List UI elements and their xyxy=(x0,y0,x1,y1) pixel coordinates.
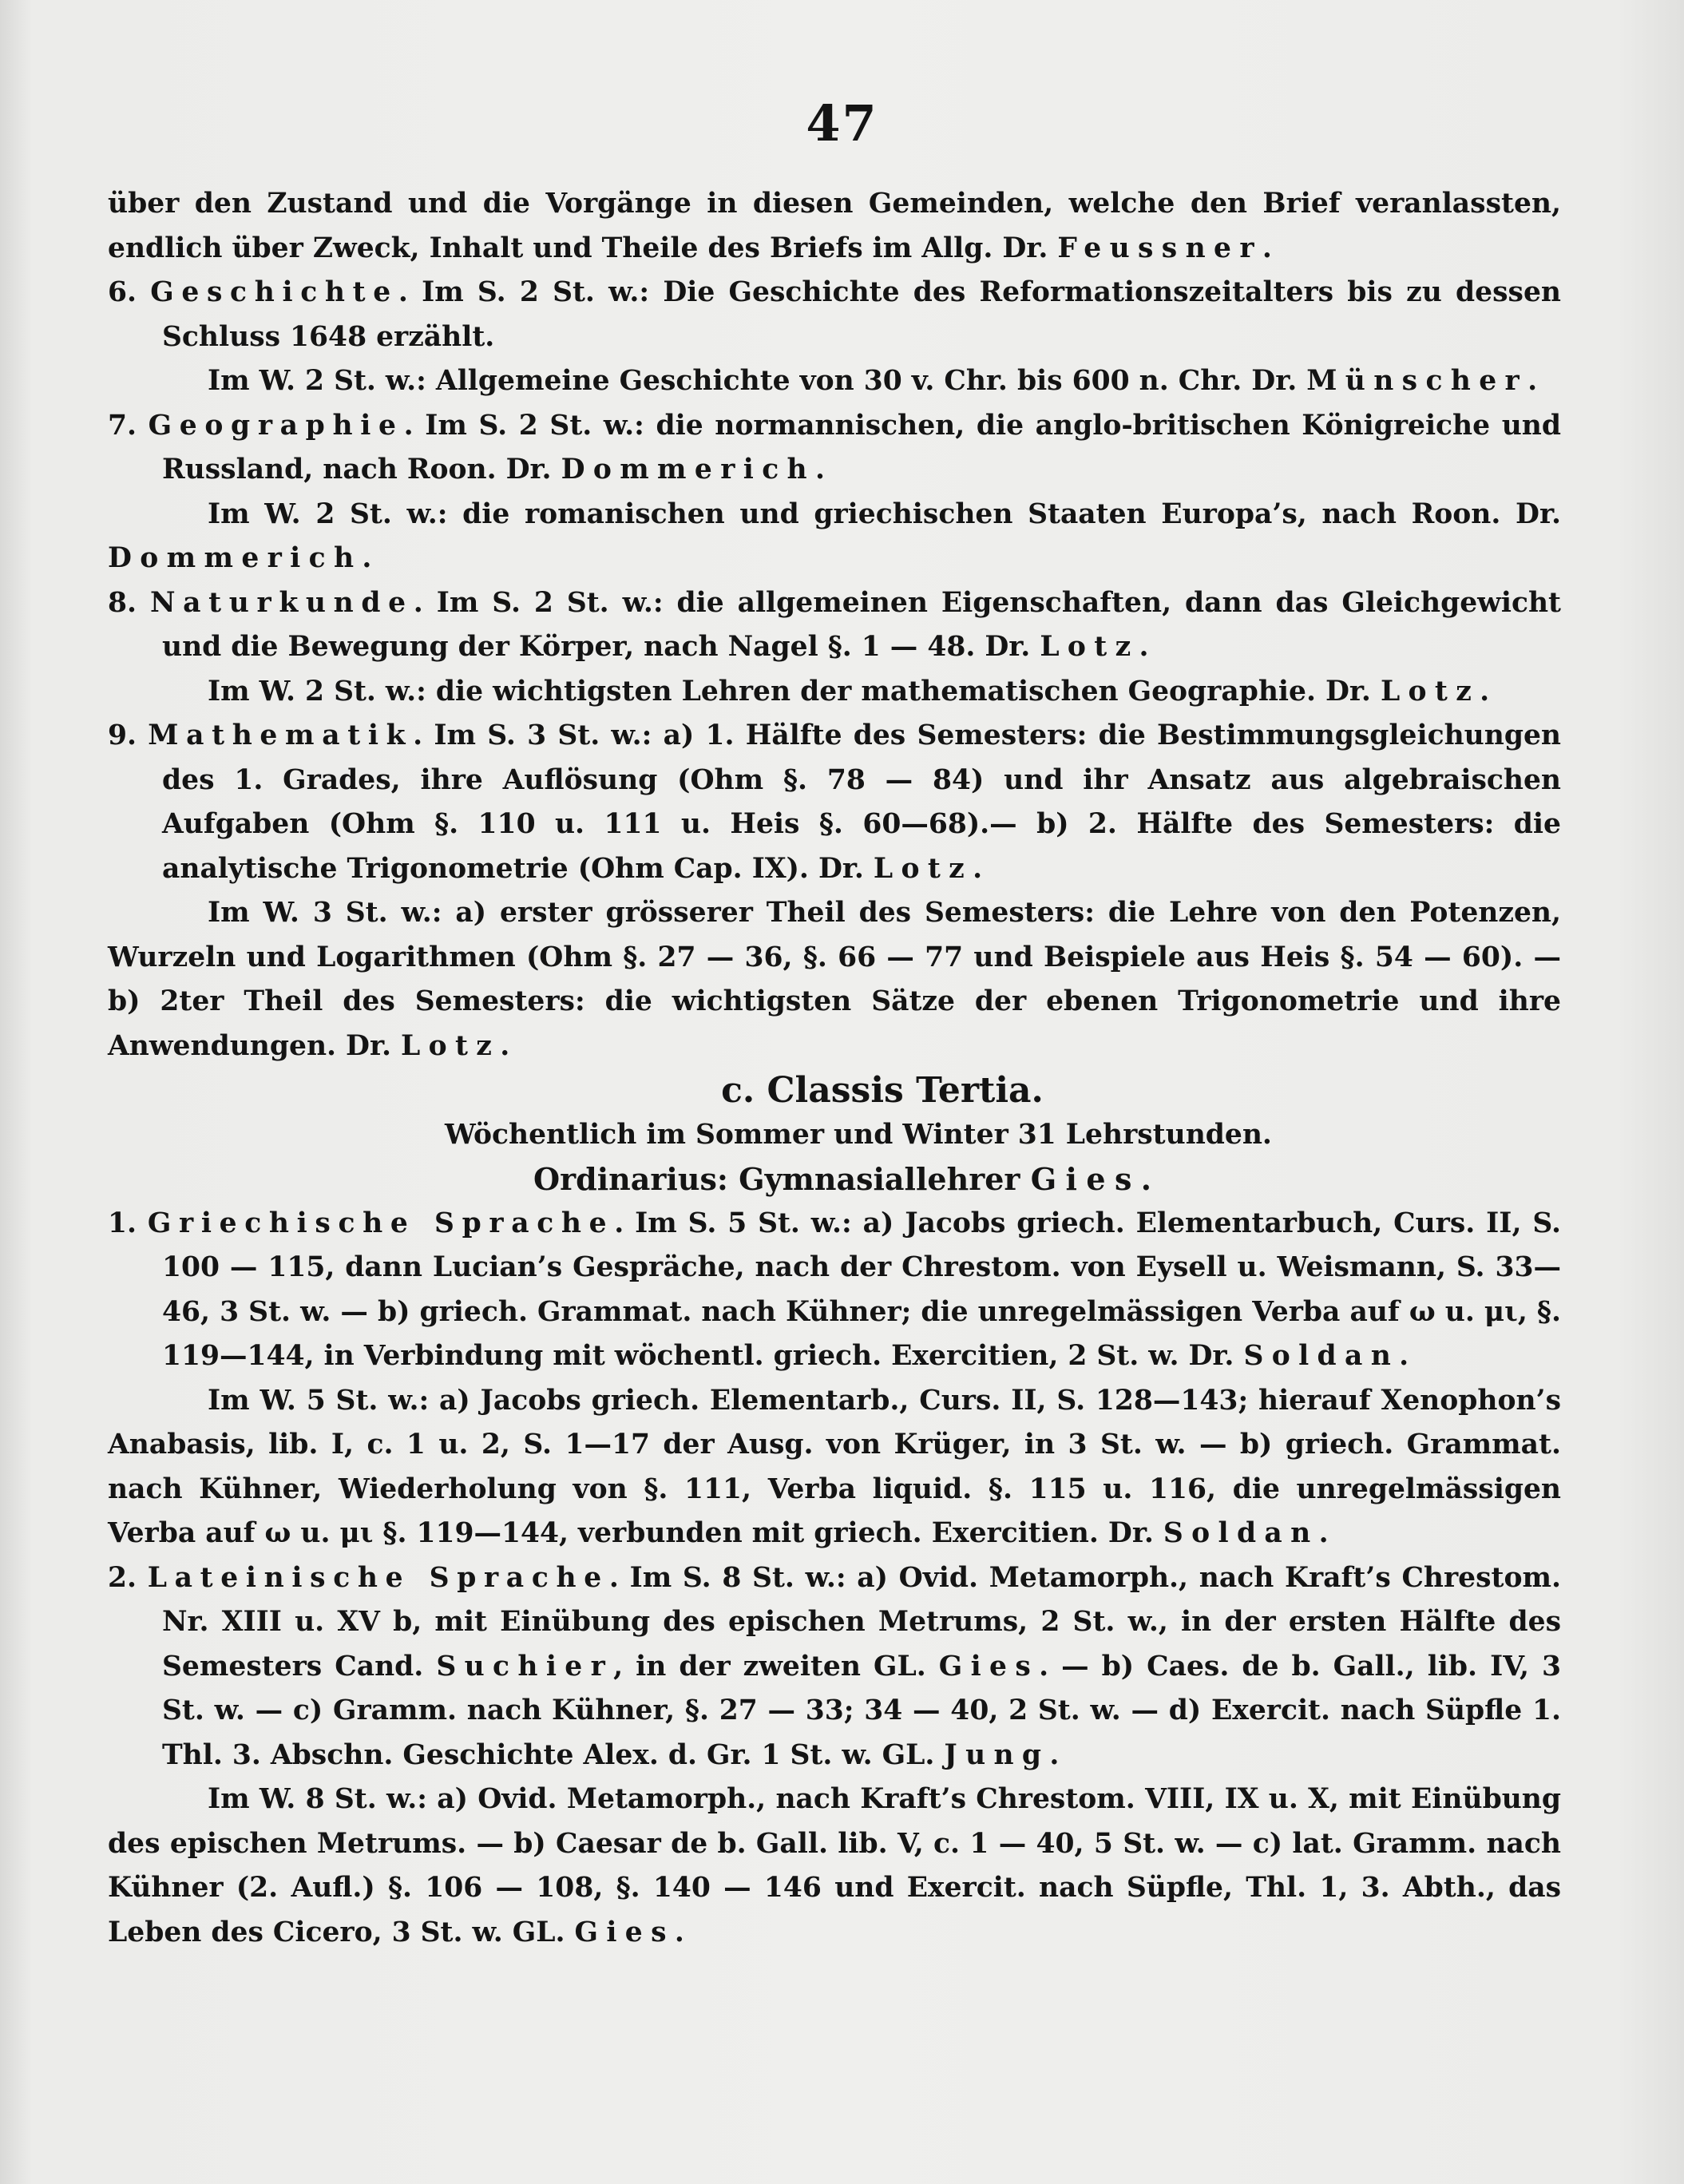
person-name: Jung xyxy=(944,1738,1050,1771)
person-name: Feussner xyxy=(1057,232,1262,264)
text-run: . xyxy=(1140,1161,1151,1197)
person-name: Gies xyxy=(1030,1161,1141,1197)
text-run: . Im S. 2 St. w.: die allgemeinen Eigenschaften, dann das Gleichgewicht und die Bewegung der Körper, nach Nagel §. 1 — 48. Dr. xyxy=(162,586,1561,663)
text-run: 7. xyxy=(108,409,149,442)
page-number: 47 xyxy=(806,94,878,153)
text-run: Im W. 2 St. w.: die romanischen und griechischen Staaten Europa’s, nach Roon. Dr. xyxy=(208,497,1561,530)
subject-heading: Geographie xyxy=(148,409,404,442)
text-run: . Im S. 2 St. w.: die normannischen, die anglo-britischen Königreiche und Russland, nach Roon. Dr. xyxy=(162,409,1562,486)
person-name: Lotz xyxy=(1040,631,1139,663)
text-run: c. Classis Tertia. xyxy=(721,1070,1044,1111)
text-run: . Im S. 8 St. w.: a) Ovid. Metamorph., nach Kraft’s Chrestom. Nr. XIII u. XV b, mit Einübung des epischen Metrums, 2 St. w., in der ersten Hälfte des Semesters Cand. xyxy=(162,1561,1562,1683)
text-run: 1. xyxy=(108,1207,148,1239)
paragraph-p07 xyxy=(108,670,1561,715)
text-run: Im W. 2 St. w.: die wichtigsten Lehren der mathematischen Geographie. Dr. xyxy=(208,675,1381,708)
subject-heading: Lateinische Sprache xyxy=(147,1561,609,1594)
text-run: . Im S. 3 St. w.: a) 1. Hälfte des Semesters: die Bestimmungsgleichungen des 1. Grades, ihre Auflösung (Ohm §. 78 — 84) und ihr Ansatz aus algebraischen Aufgaben (Ohm §. 110 u. 111 u. Heis §. 60—68).— b) 2. Hälfte des Semesters: die analytische Trigonometrie (Ohm Cap. IX). Dr. xyxy=(162,719,1561,885)
text-run: Ordinarius: Gymnasiallehrer xyxy=(533,1161,1031,1197)
text-run: . Im S. 2 St. w.: Die Geschichte des Reformationszeitalters bis zu dessen Schluss 1648 erzählt. xyxy=(162,276,1561,353)
person-name: Dommerich xyxy=(561,454,815,486)
text-run: 8. xyxy=(108,586,150,619)
paragraph-p13 xyxy=(108,1202,1561,1379)
person-name: Soldan xyxy=(1163,1517,1319,1549)
paragraph-p01 xyxy=(108,182,1561,271)
text-run: 9. xyxy=(108,719,149,751)
text-run: . xyxy=(674,1916,684,1948)
text-run: Im W. 5 St. w.: a) Jacobs griech. Elementarb., Curs. II, S. 128—143; hierauf Xenophon’s Anabasis, lib. I, c. 1 u. 2, S. 1—17 der Ausg. von Krüger, in 3 St. w. — b) griech. Grammat. nach Kühner, Wiederholung von §. 111, Verba liquid. §. 115 u. 116, die unregelmässigen Verba auf ω u. μι §. 119—144, verbunden mit griech. Exercitien. Dr. xyxy=(108,1384,1561,1549)
text-run: . xyxy=(1399,1340,1409,1372)
paragraph-p15 xyxy=(108,1556,1561,1778)
person-name: Dommerich xyxy=(108,542,363,574)
paragraph-p12 xyxy=(108,1157,1561,1202)
text-run: Im W. 2 St. w.: Allgemeine Geschichte von 30 v. Chr. bis 600 n. Chr. Dr. xyxy=(208,365,1307,397)
text-run: . — b) Caes. de b. Gall., lib. IV, 3 St. w. — c) Gramm. nach Kühner, §. 27 — 33; 34 — 40, 2 St. w. — d) Exercit. nach Süpfle 1. Thl. 3. Abschn. Geschichte Alex. d. Gr. 1 St. w. GL. xyxy=(162,1650,1562,1771)
text-run: Im W. 8 St. w.: a) Ovid. Metamorph., nach Kraft’s Chrestom. VIII, IX u. X, mit Einübung des epischen Metrums. — b) Caesar de b. Gall. lib. V, c. 1 — 40, 5 St. w. — c) lat. Gramm. nach Kühner (2. Aufl.) §. 106 — 108, §. 140 — 146 und Exercit. nach Süpfle, Thl. 1, 3. Abth., das Leben des Cicero, 3 St. w. GL. xyxy=(108,1783,1561,1948)
person-name: Lotz xyxy=(873,852,973,885)
person-name: Gies xyxy=(574,1916,675,1948)
paragraph-p05 xyxy=(108,493,1561,581)
paragraph-p10 xyxy=(108,1068,1561,1113)
person-name: Soldan xyxy=(1243,1340,1400,1372)
person-name: Suchier xyxy=(436,1650,614,1683)
subject-heading: Mathematik xyxy=(148,719,414,751)
text-run: Im W. 3 St. w.: a) erster grösserer Theil des Semesters: die Lehre von den Potenzen, Wurzeln und Logarithmen (Ohm §. 27 — 36, §. 66 — 77 und Beispiele aus Heis §. 54 — 60). — b) 2ter Theil des Semesters: die wichtigsten Sätze der ebenen Trigonometrie und ihre Anwendungen. Dr. xyxy=(108,897,1561,1062)
text-run: Wöchentlich im Sommer und Winter 31 Lehrstunden. xyxy=(445,1118,1272,1151)
subject-heading: Griechische Sprache xyxy=(147,1207,615,1239)
paragraph-p02 xyxy=(108,271,1561,359)
paragraph-p08 xyxy=(108,714,1561,891)
text-run: über den Zustand und die Vorgänge in diesen Gemeinden, welche den Brief veranlassten, endlich über Zweck, Inhalt und Theile des Briefs im Allg. Dr. xyxy=(108,188,1561,264)
person-name: Münscher xyxy=(1306,365,1528,397)
person-name: Lotz xyxy=(1380,675,1480,708)
paragraph-p11 xyxy=(108,1113,1561,1158)
text-run: 2. xyxy=(108,1561,148,1594)
text-run: 6. xyxy=(108,276,151,308)
text-run: . xyxy=(500,1029,510,1062)
text-run: . xyxy=(815,454,826,486)
subject-heading: Naturkunde xyxy=(149,586,414,619)
paragraph-p16 xyxy=(108,1778,1561,1955)
subject-heading: Geschichte xyxy=(150,276,398,308)
person-name: Lotz xyxy=(401,1029,501,1062)
text-run: . xyxy=(973,852,983,885)
paragraph-p03 xyxy=(108,359,1561,404)
text-run: , in der zweiten GL. xyxy=(613,1650,939,1683)
paragraph-p09 xyxy=(108,891,1561,1068)
paragraph-p06 xyxy=(108,581,1561,670)
text-run: . xyxy=(1480,675,1490,708)
page-body xyxy=(108,182,1561,1955)
text-run: . xyxy=(362,542,372,574)
paragraph-p14 xyxy=(108,1379,1561,1556)
text-run: . Im S. 5 St. w.: a) Jacobs griech. Elementarbuch, Curs. II, S. 100 — 115, dann Lucian’s Gespräche, nach der Chrestom. von Eysell u. Weismann, S. 33—46, 3 St. w. — b) griech. Grammat. nach Kühner; die unregelmässigen Verba auf ω u. μι, §. 119—144, in Verbindung mit wöchentl. griech. Exercitien, 2 St. w. Dr. xyxy=(162,1207,1562,1372)
text-run: . xyxy=(1139,631,1149,663)
person-name: Gies xyxy=(938,1650,1040,1683)
paragraph-p04 xyxy=(108,404,1561,493)
text-run: . xyxy=(1049,1738,1060,1771)
text-run: . xyxy=(1527,365,1538,397)
text-run: . xyxy=(1262,232,1272,264)
text-run: . xyxy=(1318,1517,1329,1549)
